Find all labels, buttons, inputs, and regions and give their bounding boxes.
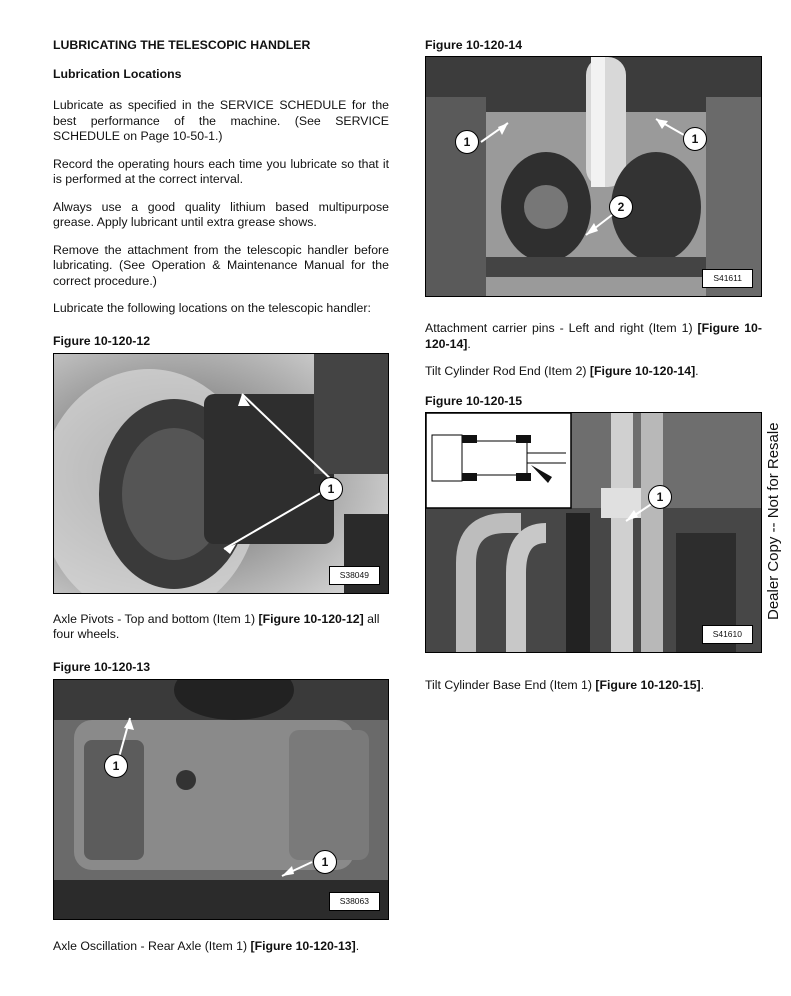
figure-15-image <box>425 412 762 653</box>
figure-14-callout-left: 1 <box>455 130 479 154</box>
paragraph-5: Lubricate the following locations on the telescopic handler: <box>53 301 371 315</box>
figure-14-code: S41611 <box>702 269 753 288</box>
figure-13-code: S38063 <box>329 892 380 911</box>
figure-12-label: Figure 10-120-12 <box>53 333 151 348</box>
figure-12-code: S38049 <box>329 566 380 585</box>
figure-15-caption: Tilt Cylinder Base End (Item 1) [Figure 10-120-15]. <box>425 677 705 692</box>
axle-pivot-photo <box>54 354 388 593</box>
figure-13-callout-top: 1 <box>104 754 128 778</box>
figure-13-caption: Axle Oscillation - Rear Axle (Item 1) [Figure 10-120-13]. <box>53 938 360 953</box>
figure-12-image <box>53 353 389 594</box>
section-title: LUBRICATING THE TELESCOPIC HANDLER <box>53 38 311 52</box>
figure-14-callout-middle: 2 <box>609 195 633 219</box>
paragraph-2: Record the operating hours each time you lubricate so that it is performed at the correct interval. <box>53 156 389 186</box>
paragraph-4: Remove the attachment from the telescopic handler before lubricating. (See Operation & Maintenance Manual for the correct procedure.) <box>53 242 389 288</box>
subheading: Lubrication Locations <box>53 67 182 81</box>
rear-axle-photo <box>54 680 388 919</box>
figure-14-caption-1: Attachment carrier pins - Left and right (Item 1) [Figure 10-120-14]. <box>425 321 762 351</box>
paragraph-3: Always use a good quality lithium based multipurpose grease. Apply lubricant until extra grease shows. <box>53 199 389 229</box>
figure-15-callout: 1 <box>648 485 672 509</box>
right-column <box>425 38 762 693</box>
dealer-copy-watermark: Dealer Copy -- Not for Resale <box>765 422 782 620</box>
figure-15-code: S41610 <box>702 625 753 644</box>
figure-13-image <box>53 679 389 920</box>
figure-13-callout-bottom: 1 <box>313 850 337 874</box>
left-column <box>53 38 389 954</box>
figure-14-label: Figure 10-120-14 <box>425 38 523 52</box>
paragraph-1: Lubricate as specified in the SERVICE SCHEDULE for the best performance of the machine. (See SERVICE SCHEDULE on Page 10-50-1.) <box>53 98 389 143</box>
figure-14-callout-right: 1 <box>683 127 707 151</box>
figure-12-callout: 1 <box>319 477 343 501</box>
figure-12-caption: Axle Pivots - Top and bottom (Item 1) [Figure 10-120-12] all four wheels. <box>53 611 380 641</box>
tilt-cylinder-photo <box>426 413 761 652</box>
attachment-carrier-photo <box>426 57 761 296</box>
figure-14-image <box>425 56 762 297</box>
figure-14-caption-2: Tilt Cylinder Rod End (Item 2) [Figure 10-120-14]. <box>425 364 699 378</box>
figure-13-label: Figure 10-120-13 <box>53 659 151 674</box>
figure-15-label: Figure 10-120-15 <box>425 393 523 408</box>
